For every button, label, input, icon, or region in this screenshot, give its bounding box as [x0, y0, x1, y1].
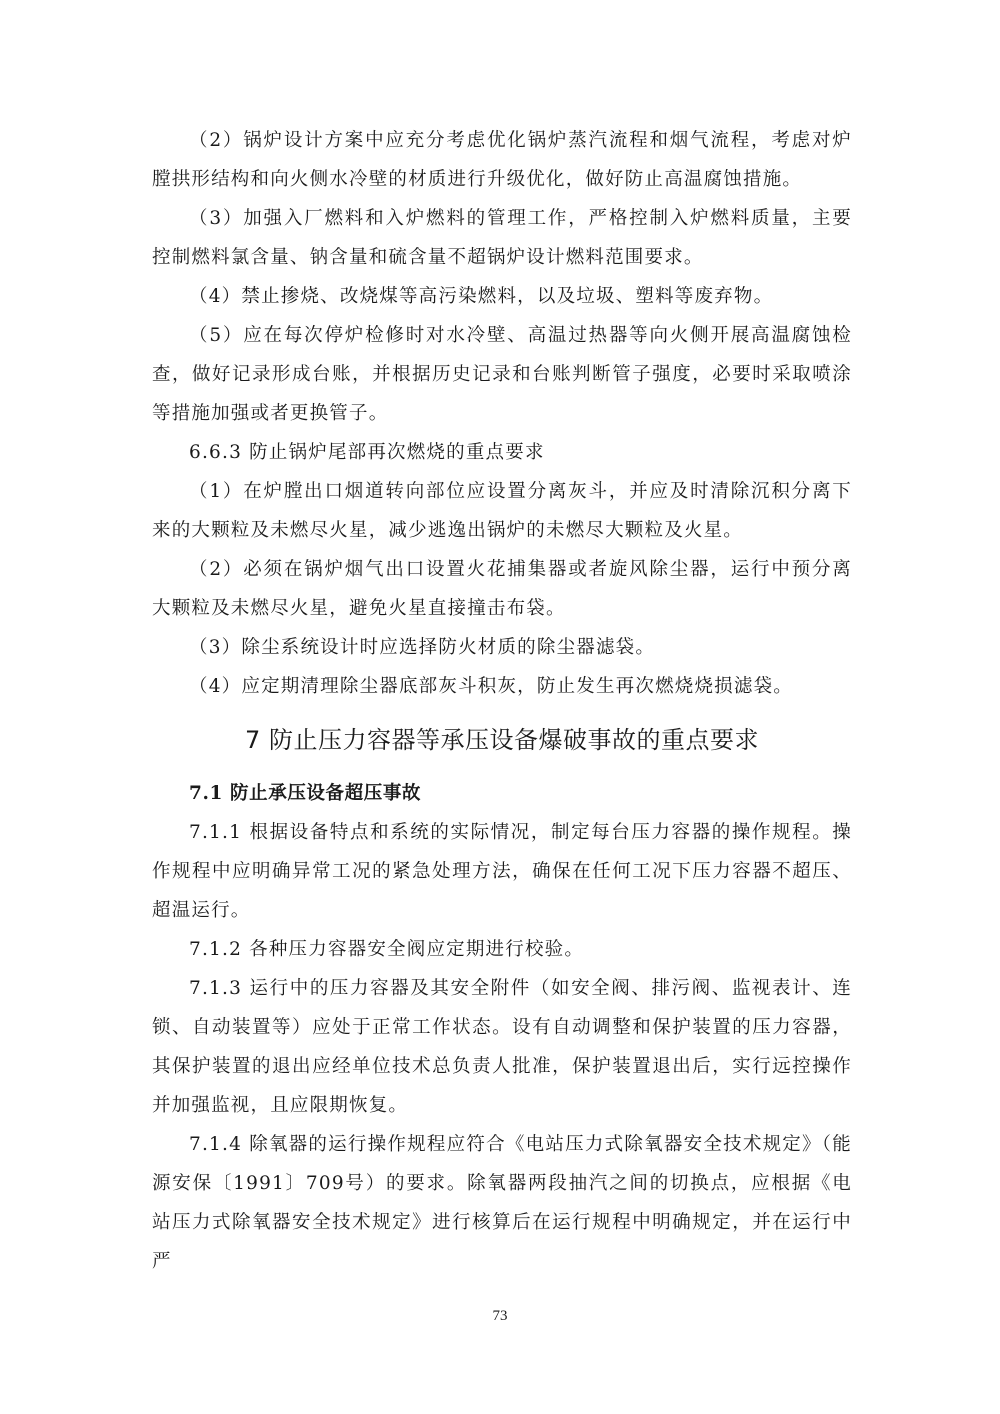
paragraph-7-1-3: 7.1.3 运行中的压力容器及其安全附件（如安全阀、排污阀、监视表计、连锁、自动装置等）应处于正常工作状态。设有自动调整和保护装置的压力容器，其保护装置的退出应经单位技术总负责人批准，保护装置退出后，实行远控操作并加强监视，且应限期恢复。: [152, 978, 852, 1116]
clause-heading-6-6-3: 6.6.3 防止锅炉尾部再次燃烧的重点要求: [189, 442, 545, 463]
paragraph-6-6-3-item-2: （2）必须在锅炉烟气出口设置火花捕集器或者旋风除尘器，运行中预分离大颗粒及未燃尽火星，避免火星直接撞击布袋。: [152, 559, 852, 619]
paragraph-7-1-4: 7.1.4 除氧器的运行操作规程应符合《电站压力式除氧器安全技术规定》（能源安保〔1991〕709号）的要求。除氧器两段抽汽之间的切换点，应根据《电站压力式除氧器安全技术规定》进行核算后在运行规程中明确规定，并在运行中严: [152, 1134, 852, 1272]
paragraph-6-6-3-item-1: （1）在炉膛出口烟道转向部位应设置分离灰斗，并应及时清除沉积分离下来的大颗粒及未燃尽火星，减少逃逸出锅炉的未燃尽大颗粒及火星。: [152, 481, 852, 541]
paragraph-6-6-2-item-3: （3）加强入厂燃料和入炉燃料的管理工作，严格控制入炉燃料质量，主要控制燃料氯含量、钠含量和硫含量不超锅炉设计燃料范围要求。: [152, 208, 852, 268]
paragraph-6-6-2-item-5: （5）应在每次停炉检修时对水冷壁、高温过热器等向火侧开展高温腐蚀检查，做好记录形成台账，并根据历史记录和台账判断管子强度，必要时采取喷涂等措施加强或者更换管子。: [152, 325, 852, 424]
page-number: 73: [492, 1308, 508, 1324]
paragraph-6-6-2-item-2: （2）锅炉设计方案中应充分考虑优化锅炉蒸汽流程和烟气流程，考虑对炉膛拱形结构和向火侧水冷壁的材质进行升级优化，做好防止高温腐蚀措施。: [152, 130, 852, 190]
paragraph-7-1-1: 7.1.1 根据设备特点和系统的实际情况，制定每台压力容器的操作规程。操作规程中应明确异常工况的紧急处理方法，确保在任何工况下压力容器不超压、超温运行。: [152, 822, 852, 921]
subsection-title: 7.1 防止承压设备超压事故: [189, 783, 422, 804]
section-title: 7 防止压力容器等承压设备爆破事故的重点要求: [245, 726, 759, 754]
paragraph-6-6-3-item-3: （3）除尘系统设计时应选择防火材质的除尘器滤袋。: [189, 637, 656, 658]
paragraph-6-6-3-item-4: （4）应定期清理除尘器底部灰斗积灰，防止发生再次燃烧烧损滤袋。: [189, 676, 793, 697]
paragraph-7-1-2: 7.1.2 各种压力容器安全阀应定期进行校验。: [189, 939, 585, 960]
page-content: [152, 121, 852, 1281]
paragraph-6-6-2-item-4: （4）禁止掺烧、改烧煤等高污染燃料，以及垃圾、塑料等废弃物。: [189, 286, 774, 307]
